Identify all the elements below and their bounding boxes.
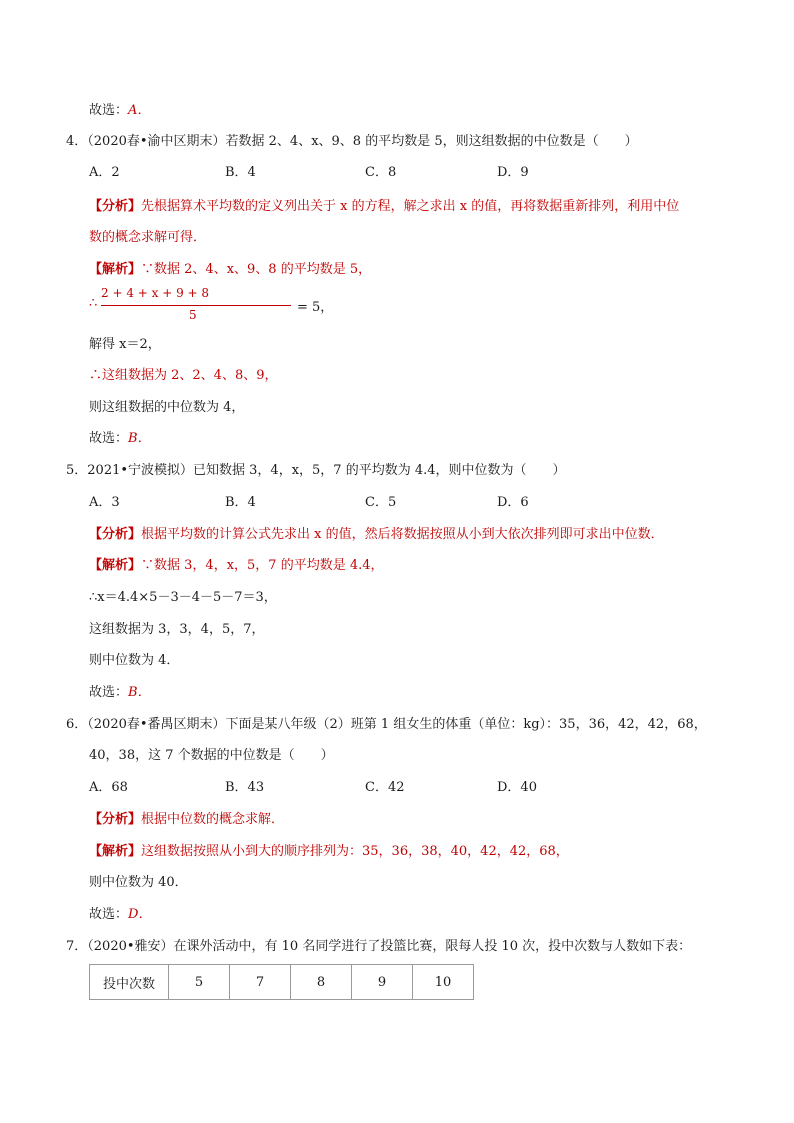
q4-stem: 4．（2020春•渝中区期末）若数据 2、4、x、9、8 的平均数是 5，则这组数据的中位数是（ ） bbox=[66, 134, 638, 149]
q6-solution: 【解析】这组数据按照从小到大的顺序排列为：35，36，38，40，42，42，68， bbox=[89, 844, 569, 859]
q5-answer: B． bbox=[128, 685, 151, 700]
q5-calc-line: ∴x＝4.4×5－3－4－5－7＝3， bbox=[89, 590, 277, 605]
table-row bbox=[90, 965, 474, 1000]
q5-median-line: 则中位数为 4． bbox=[89, 653, 180, 668]
q5-option-d: D．6 bbox=[497, 495, 529, 510]
analysis-tag: 【分析】 bbox=[89, 527, 142, 542]
q6-option-b: B．43 bbox=[225, 780, 265, 795]
q7-stem: 7．（2020•雅安）在课外活动中，有 10 名同学进行了投篮比赛，限每人投 10 次，投中次数与人数如下表： bbox=[66, 939, 692, 954]
q4-option-a: A．2 bbox=[89, 165, 120, 180]
q3-answer: A． bbox=[128, 103, 151, 118]
q6-median-line: 则中位数为 40． bbox=[89, 875, 188, 890]
table-cell: 10 bbox=[413, 965, 474, 1000]
q6-stem-cont: 40，38，这 7 个数据的中位数是（ ） bbox=[89, 748, 334, 763]
q6-option-d: D．40 bbox=[497, 780, 537, 795]
fraction-bar bbox=[101, 305, 291, 306]
q4-choose-line: 故选：B． bbox=[89, 431, 151, 446]
q4-analysis: 【分析】先根据算术平均数的定义列出关于 x 的方程，解之求出 x 的值，再将数据重新排列，利用中位 bbox=[89, 199, 680, 214]
q5-solution: 【解析】∵数据 3，4，x，5，7 的平均数是 4.4， bbox=[89, 558, 384, 573]
q4-option-d: D．9 bbox=[497, 165, 529, 180]
q5-stem: 5．2021•宁波模拟）已知数据 3，4，x，5，7 的平均数为 4.4，则中位数为（ ） bbox=[66, 463, 566, 478]
shot-count-table bbox=[89, 964, 474, 1000]
q6-answer: D． bbox=[128, 907, 152, 922]
q6-option-a: A．68 bbox=[89, 780, 128, 795]
analysis-tag: 【分析】 bbox=[89, 199, 142, 214]
q4-fraction-equation bbox=[89, 286, 349, 326]
q4-answer: B． bbox=[128, 431, 151, 446]
q4-option-c: C．8 bbox=[365, 165, 397, 180]
q4-solve-line: 解得 x＝2， bbox=[89, 337, 161, 352]
q6-option-c: C．42 bbox=[365, 780, 405, 795]
q6-stem: 6．（2020春•番禺区期末）下面是某八年级（2）班第 1 组女生的体重（单位：kg）：35，36，42，42，68， bbox=[66, 717, 707, 732]
fraction-denominator: 5 bbox=[189, 308, 197, 322]
analysis-tag: 【分析】 bbox=[89, 812, 142, 827]
q4-analysis-cont: 数的概念求解可得． bbox=[89, 230, 207, 245]
q5-option-c: C．5 bbox=[365, 495, 397, 510]
fraction-rhs: = 5， bbox=[297, 300, 334, 315]
q5-choose-line: 故选：B． bbox=[89, 685, 151, 700]
q6-analysis: 【分析】根据中位数的概念求解． bbox=[89, 812, 285, 827]
solution-tag: 【解析】 bbox=[89, 844, 142, 859]
table-cell: 8 bbox=[291, 965, 352, 1000]
q4-solution: 【解析】∵数据 2、4、x、9、8 的平均数是 5， bbox=[89, 262, 372, 277]
solution-tag: 【解析】 bbox=[89, 262, 142, 277]
q3-choose-line: 故选：A． bbox=[89, 103, 151, 118]
q5-data-line: 这组数据为 3，3，4，5，7， bbox=[89, 622, 265, 637]
fraction-numerator: 2 + 4 + x + 9 + 8 bbox=[101, 286, 210, 300]
q4-data-line: ∴这组数据为 2、2、4、8、9， bbox=[89, 368, 278, 383]
table-cell: 7 bbox=[230, 965, 291, 1000]
q5-analysis: 【分析】根据平均数的计算公式先求出 x 的值，然后将数据按照从小到大依次排列即可求出中位数． bbox=[89, 527, 664, 542]
table-cell: 9 bbox=[352, 965, 413, 1000]
q5-option-a: A．3 bbox=[89, 495, 120, 510]
table-cell: 5 bbox=[169, 965, 230, 1000]
q4-option-b: B．4 bbox=[225, 165, 256, 180]
solution-tag: 【解析】 bbox=[89, 558, 142, 573]
table-header-cell: 投中次数 bbox=[90, 965, 169, 1000]
q4-median-line: 则这组数据的中位数为 4， bbox=[89, 400, 245, 415]
therefore-symbol: ∴ bbox=[89, 296, 98, 311]
q6-choose-line: 故选：D． bbox=[89, 907, 152, 922]
q5-option-b: B．4 bbox=[225, 495, 256, 510]
